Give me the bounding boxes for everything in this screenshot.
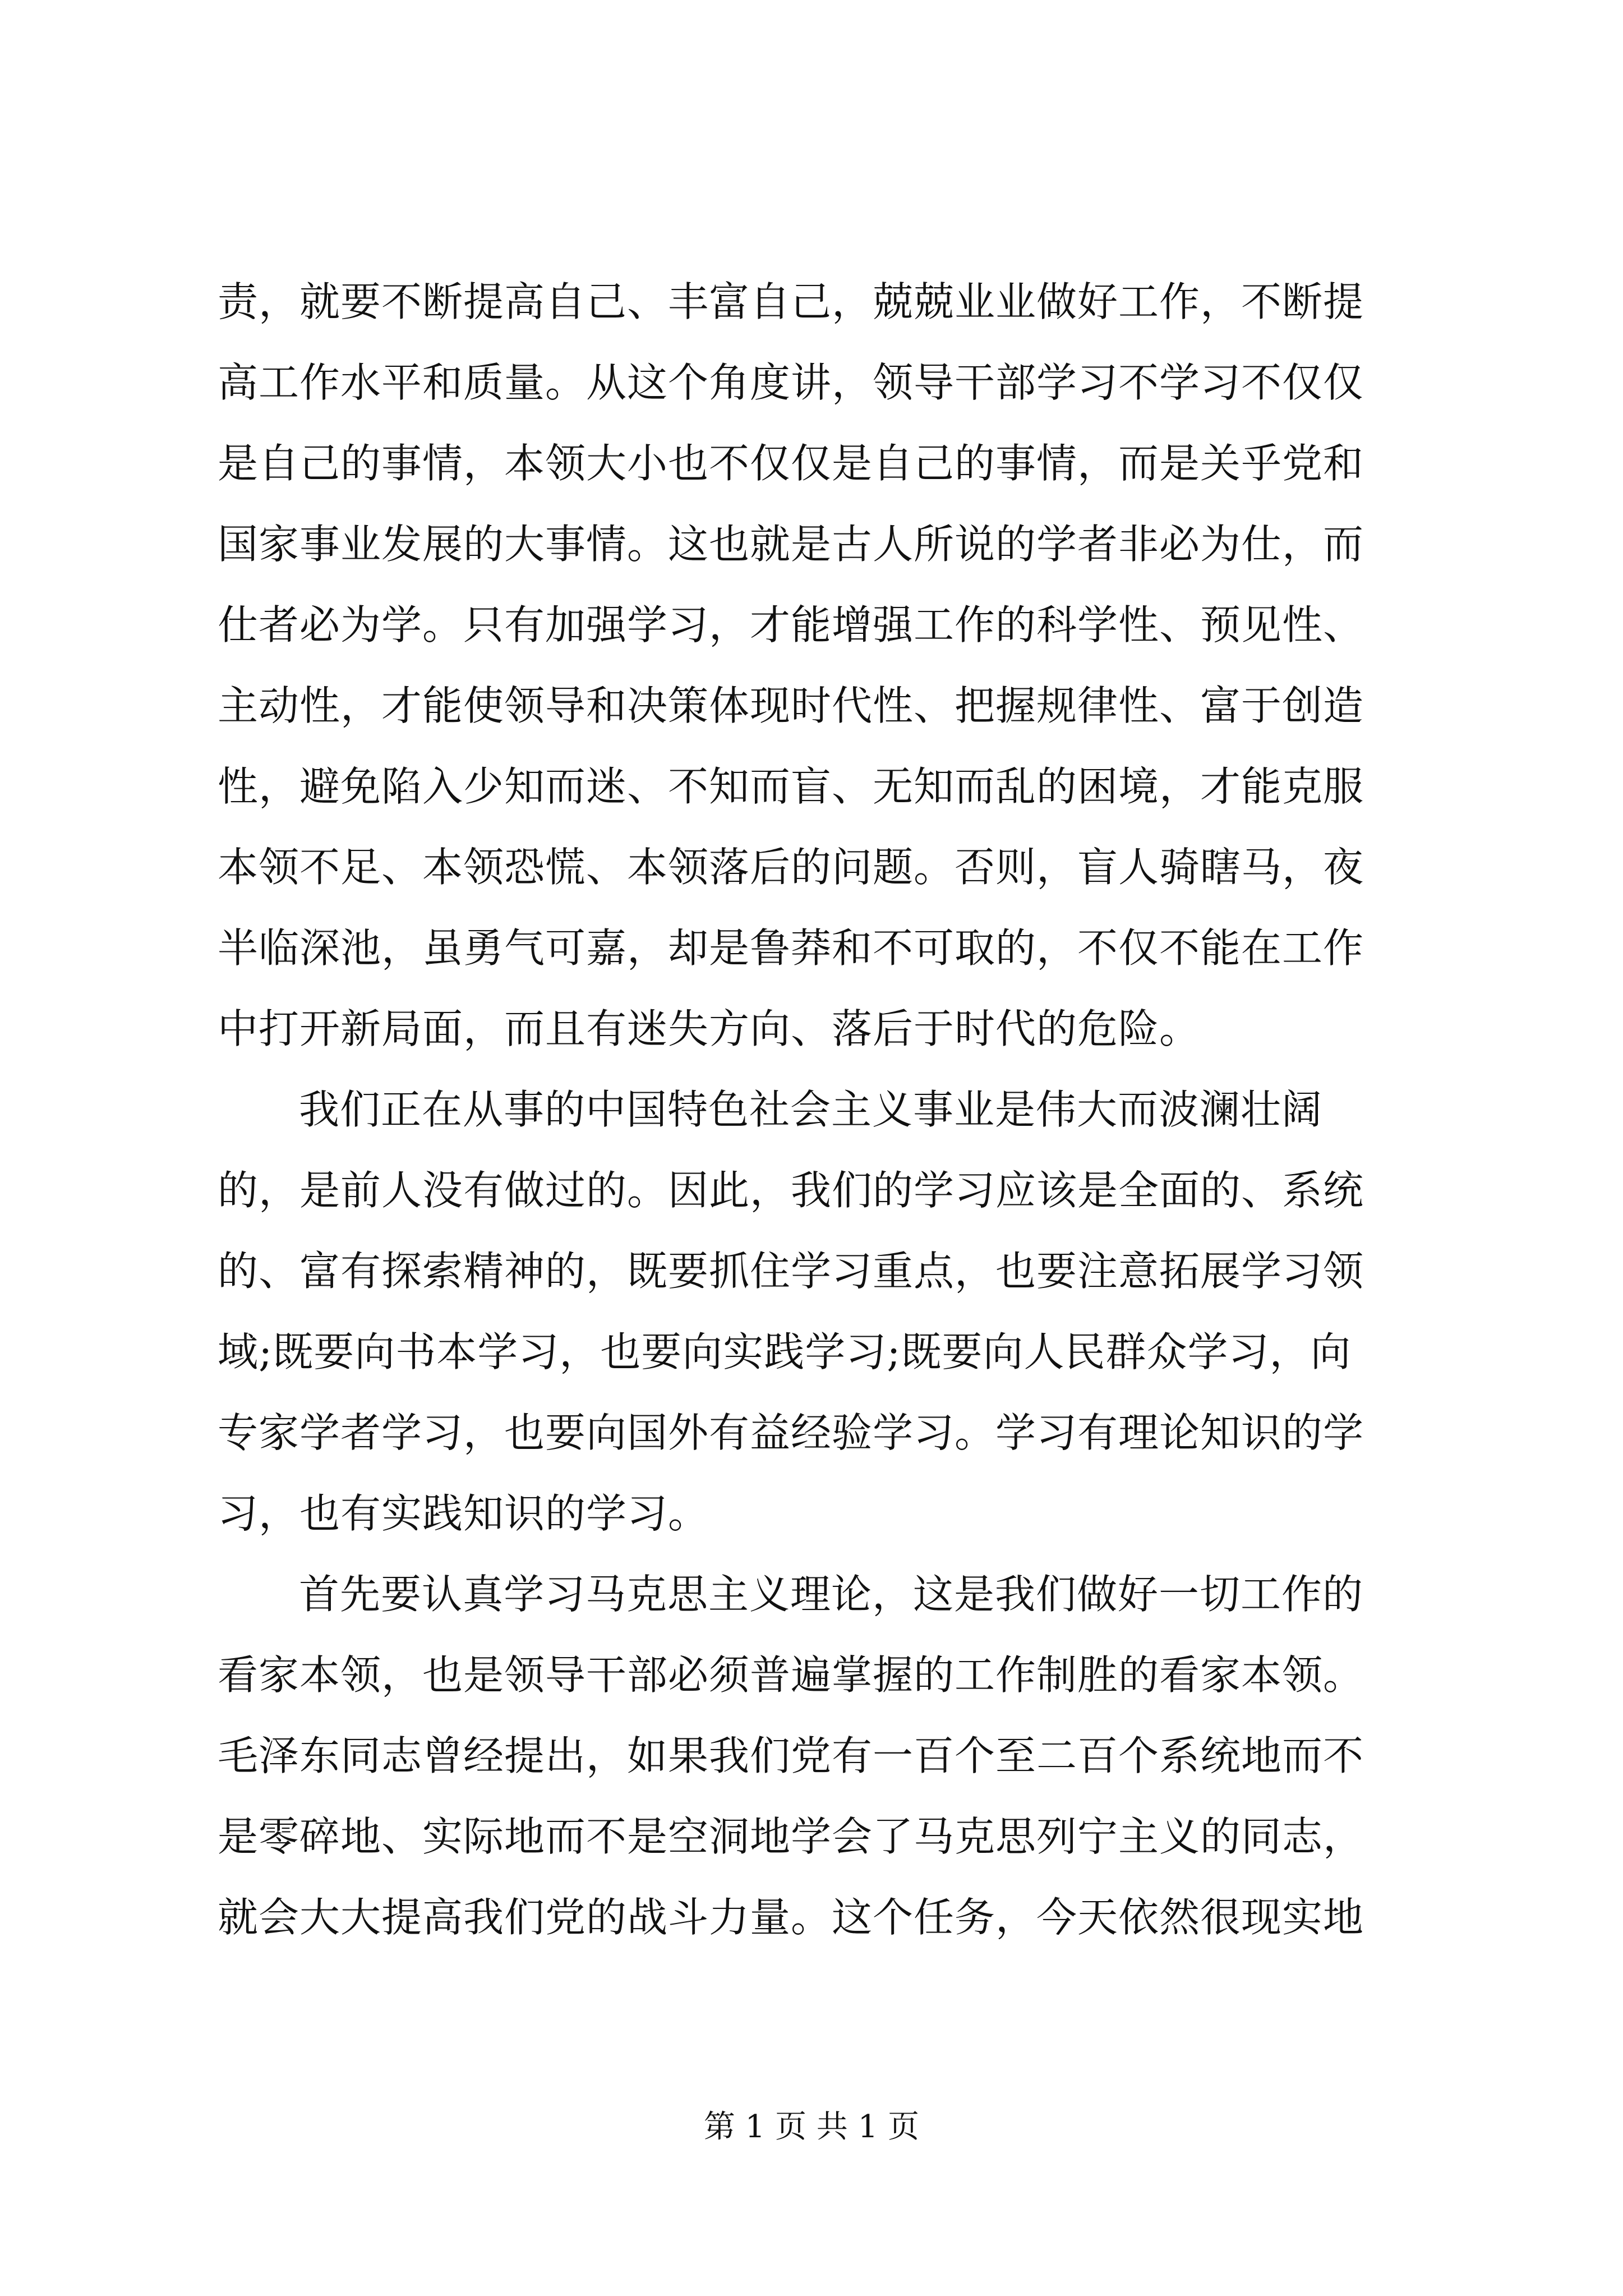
paragraph-first-line: 我们正在从事的中国特色社会主义事业是伟大而波澜壮阔 xyxy=(299,1086,1323,1133)
text-line: 中打开新局面，而且有迷失方向、落后于时代的危险。 xyxy=(218,1005,1201,1052)
text-line: 高工作水平和质量。从这个角度讲，领导干部学习不学习不仅仅 xyxy=(218,359,1364,406)
text-line: 责，就要不断提高自己、丰富自己，兢兢业业做好工作，不断提 xyxy=(218,278,1364,325)
text-line: 看家本领，也是领导干部必须普遍掌握的工作制胜的看家本领。 xyxy=(218,1651,1364,1699)
text-line: 就会大大提高我们党的战斗力量。这个任务，今天依然很现实地 xyxy=(218,1894,1364,1941)
text-line: 半临深池，虽勇气可嘉，却是鲁莽和不可取的，不仅不能在工作 xyxy=(218,924,1364,972)
text-line: 是零碎地、实际地而不是空洞地学会了马克思列宁主义的同志， xyxy=(218,1813,1364,1860)
text-line: 性，避免陷入少知而迷、不知而盲、无知而乱的困境，才能克服 xyxy=(218,763,1364,810)
text-line: 是自己的事情，本领大小也不仅仅是自己的事情，而是关乎党和 xyxy=(218,440,1364,487)
text-line: 仕者必为学。只有加强学习，才能增强工作的科学性、预见性、 xyxy=(218,601,1364,648)
text-line: 习，也有实践知识的学习。 xyxy=(218,1490,709,1537)
text-line: 域;既要向书本学习，也要向实践学习;既要向人民群众学习，向 xyxy=(218,1328,1352,1375)
text-line: 的，是前人没有做过的。因此，我们的学习应该是全面的、系统 xyxy=(218,1167,1364,1214)
page-number-footer: 第 1 页 共 1 页 xyxy=(703,2109,920,2145)
text-line: 专家学者学习，也要向国外有益经验学习。学习有理论知识的学 xyxy=(218,1409,1364,1456)
paragraph-first-line: 首先要认真学习马克思主义理论，这是我们做好一切工作的 xyxy=(299,1571,1364,1618)
text-line: 的、富有探索精神的，既要抓住学习重点，也要注意拓展学习领 xyxy=(218,1248,1364,1295)
text-line: 国家事业发展的大事情。这也就是古人所说的学者非必为仕，而 xyxy=(218,521,1364,568)
text-line: 主动性，才能使领导和决策体现时代性、把握规律性、富于创造 xyxy=(218,682,1364,729)
text-line: 本领不足、本领恐慌、本领落后的问题。否则，盲人骑瞎马，夜 xyxy=(218,844,1364,891)
text-line: 毛泽东同志曾经提出，如果我们党有一百个至二百个系统地而不 xyxy=(218,1732,1364,1779)
